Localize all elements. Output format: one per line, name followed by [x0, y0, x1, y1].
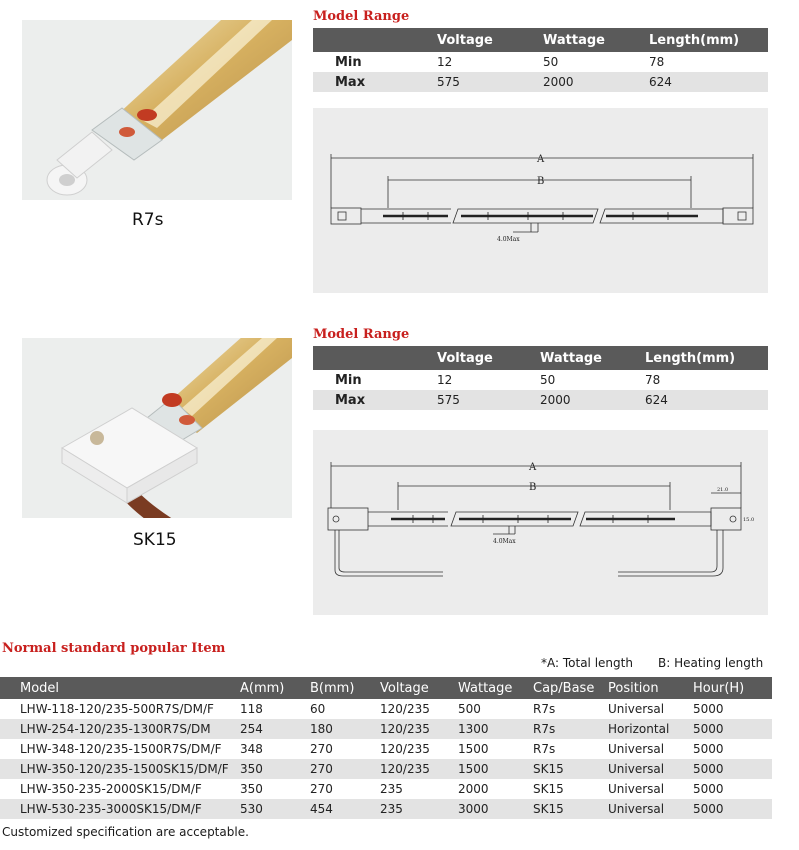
- col-a-mm: A(mm): [240, 677, 310, 699]
- popular-items-table: [0, 677, 772, 819]
- voltage-cell: 120/235: [380, 702, 430, 716]
- col-hour: Hour(H): [693, 677, 772, 699]
- length-cell: 78: [645, 373, 661, 387]
- model-cell: LHW-254-120/235-1300R7S/DM: [0, 719, 240, 739]
- col-wattage: Wattage: [458, 677, 533, 699]
- row-label: Max: [313, 72, 437, 92]
- r7s-range-table: [313, 28, 768, 92]
- wattage-cell: 500: [458, 702, 481, 716]
- b-cell: 60: [310, 702, 326, 716]
- row-label: Min: [335, 372, 362, 388]
- a-cell: 254: [240, 719, 310, 739]
- model-cell: LHW-118-120/235-500R7S/DM/F: [20, 702, 214, 716]
- cap-cell: SK15: [533, 799, 608, 819]
- col-b-mm: B(mm): [310, 677, 380, 699]
- row-label: Max: [313, 390, 437, 410]
- a-cell: 118: [240, 702, 263, 716]
- voltage-cell: 12: [437, 373, 453, 387]
- r7s-range-header: [313, 28, 768, 52]
- sk15-dim-cap-height: 15.0: [743, 517, 755, 523]
- hour-cell: 5000: [693, 742, 724, 756]
- position-cell: Universal: [608, 742, 665, 756]
- voltage-cell: 120/235: [380, 759, 458, 779]
- r7s-dim-gap: 4.0Max: [497, 236, 520, 243]
- b-cell: 270: [310, 742, 333, 756]
- wattage-cell: 1500: [458, 742, 489, 756]
- sk15-dim-b: B: [529, 482, 537, 493]
- voltage-cell: 120/235: [380, 742, 430, 756]
- voltage-cell: 12: [437, 55, 453, 69]
- sk15-dim-cap-length: 21.0: [717, 487, 729, 493]
- sk15-lamp-photo: [22, 338, 292, 518]
- sk15-dimension-diagram: [313, 430, 768, 615]
- length-cell: 624: [645, 390, 768, 410]
- r7s-lamp-illustration: [22, 20, 292, 200]
- b-cell: 270: [310, 782, 333, 796]
- table-row: [0, 759, 772, 779]
- sk15-range-col-length: Length(mm): [645, 346, 768, 370]
- wattage-cell: 1300: [458, 719, 533, 739]
- wattage-cell: 3000: [458, 799, 533, 819]
- sk15-range-header: [313, 346, 768, 370]
- position-cell: Universal: [608, 799, 693, 819]
- r7s-range-row-max: [313, 72, 768, 92]
- voltage-cell: 575: [437, 72, 543, 92]
- r7s-range-col-wattage: Wattage: [543, 28, 649, 52]
- position-cell: Horizontal: [608, 719, 693, 739]
- b-cell: 270: [310, 759, 380, 779]
- length-cell: 78: [649, 55, 665, 69]
- r7s-dim-b: B: [537, 176, 545, 187]
- sk15-range-table: [313, 346, 768, 410]
- sk15-range-row-min: [313, 370, 768, 390]
- r7s-range-col-length: Length(mm): [649, 28, 768, 52]
- sk15-range-col-wattage: Wattage: [540, 346, 645, 370]
- table-row: [0, 719, 772, 739]
- r7s-range-col-voltage: Voltage: [437, 28, 543, 52]
- table-row: [0, 779, 772, 799]
- b-cell: 454: [310, 799, 380, 819]
- r7s-dim-a: A: [537, 154, 545, 165]
- model-cell: LHW-348-120/235-1500R7S/DM/F: [20, 742, 222, 756]
- model-cell: LHW-350-120/235-1500SK15/DM/F: [0, 759, 240, 779]
- a-cell: 350: [240, 782, 263, 796]
- hour-cell: 5000: [693, 782, 724, 796]
- popular-items-header: [0, 677, 772, 699]
- position-cell: Universal: [608, 782, 665, 796]
- a-cell: 530: [240, 799, 310, 819]
- legend-heating-length: B: Heating length: [658, 656, 764, 670]
- customization-footnote: Customized specification are acceptable.: [2, 825, 249, 839]
- wattage-cell: 2000: [540, 390, 645, 410]
- popular-items-title: Normal standard popular Item: [2, 641, 226, 656]
- position-cell: Universal: [608, 759, 693, 779]
- hour-cell: 5000: [693, 702, 724, 716]
- hour-cell: 5000: [693, 759, 772, 779]
- hour-cell: 5000: [693, 719, 772, 739]
- a-cell: 350: [240, 759, 310, 779]
- r7s-label: R7s: [132, 210, 164, 230]
- position-cell: Universal: [608, 702, 665, 716]
- table-row: [0, 739, 772, 759]
- col-voltage: Voltage: [380, 677, 458, 699]
- cap-cell: R7s: [533, 719, 608, 739]
- sk15-dim-a: A: [529, 462, 537, 473]
- r7s-diagram-svg: [313, 108, 768, 293]
- length-cell: 624: [649, 72, 768, 92]
- sk15-diagram-svg: [313, 430, 768, 615]
- voltage-cell: 575: [437, 390, 540, 410]
- voltage-cell: 120/235: [380, 719, 458, 739]
- sk15-dim-gap: 4.0Max: [493, 538, 516, 545]
- sk15-range-col-blank: [313, 346, 437, 370]
- cap-cell: R7s: [533, 742, 556, 756]
- wattage-cell: 50: [543, 55, 559, 69]
- table-row: [0, 799, 772, 819]
- b-cell: 180: [310, 719, 380, 739]
- hour-cell: 5000: [693, 799, 772, 819]
- col-position: Position: [608, 677, 693, 699]
- r7s-range-title: Model Range: [313, 9, 410, 24]
- voltage-cell: 235: [380, 799, 458, 819]
- r7s-dimension-diagram: [313, 108, 768, 293]
- r7s-range-row-min: [313, 52, 768, 72]
- cap-cell: SK15: [533, 759, 608, 779]
- row-label: Min: [335, 54, 362, 70]
- sk15-label: SK15: [133, 530, 177, 550]
- sk15-range-row-max: [313, 390, 768, 410]
- voltage-cell: 235: [380, 782, 403, 796]
- sk15-range-col-voltage: Voltage: [437, 346, 540, 370]
- sk15-range-title: Model Range: [313, 327, 410, 342]
- cap-cell: R7s: [533, 702, 556, 716]
- wattage-cell: 2000: [543, 72, 649, 92]
- legend-total-length: *A: Total length: [541, 656, 633, 670]
- r7s-lamp-photo: [22, 20, 292, 200]
- wattage-cell: 2000: [458, 782, 489, 796]
- model-cell: LHW-530-235-3000SK15/DM/F: [0, 799, 240, 819]
- wattage-cell: 1500: [458, 759, 533, 779]
- r7s-range-col-blank: [313, 28, 437, 52]
- wattage-cell: 50: [540, 373, 556, 387]
- cap-cell: SK15: [533, 782, 564, 796]
- a-cell: 348: [240, 742, 263, 756]
- model-cell: LHW-350-235-2000SK15/DM/F: [20, 782, 202, 796]
- col-model: Model: [0, 677, 240, 699]
- sk15-lamp-illustration: [22, 338, 292, 518]
- col-cap-base: Cap/Base: [533, 677, 608, 699]
- table-row: [0, 699, 772, 719]
